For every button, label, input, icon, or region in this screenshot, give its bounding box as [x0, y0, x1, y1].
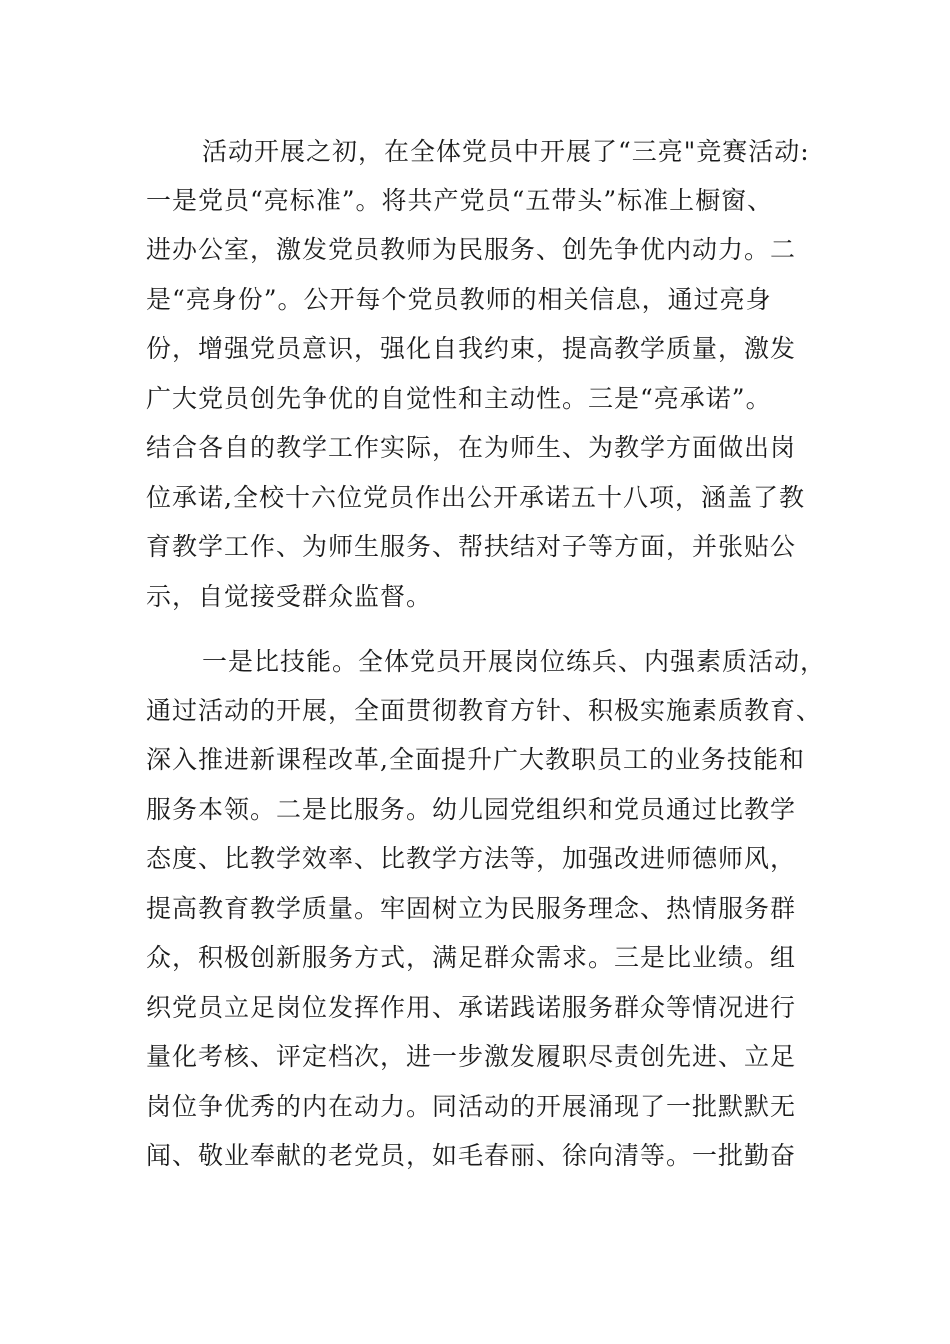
- paragraph-line: 量化考核、评定档次，进一步激发履职尽责创先进、立足: [146, 1042, 797, 1071]
- paragraph-line: 众，积极创新服务方式，满足群众需求。三是比业绩。组: [146, 943, 797, 972]
- paragraph-line: 位承诺,全校十六位党员作出公开承诺五十八项，涵盖了教: [146, 483, 805, 512]
- paragraph-line: 服务本领。二是比服务。幼儿园党组织和党员通过比教学: [146, 795, 797, 824]
- paragraph-line: 示，自觉接受群众监督。: [146, 582, 433, 611]
- paragraph-line: 态度、比教学效率、比教学方法等，加强改进师德师风，: [146, 844, 797, 873]
- paragraph-line: 活动开展之初，在全体党员中开展了“三亮"竞赛活动:: [202, 137, 810, 166]
- paragraph-line: 深入推进新课程改革,全面提升广大教职员工的业务技能和: [146, 745, 805, 774]
- paragraph-line: 织党员立足岗位发挥作用、承诺践诺服务群众等情况进行: [146, 993, 797, 1022]
- paragraph-line: 进办公室，激发党员教师为民服务、创先争优内动力。二: [146, 235, 797, 264]
- paragraph-line: 是“亮身份”。公开每个党员教师的相关信息，通过亮身: [146, 285, 772, 314]
- paragraph-line: 闻、敬业奉献的老党员，如毛春丽、徐向清等。一批勤奋: [146, 1141, 797, 1170]
- paragraph-line: 一是党员“亮标准”。将共产党员“五带头”标准上橱窗、: [146, 186, 774, 215]
- paragraph-line: 通过活动的开展，全面贯彻教育方针、积极实施素质教育、: [146, 696, 823, 725]
- paragraph-line: 结合各自的教学工作实际，在为师生、为教学方面做出岗: [146, 433, 797, 462]
- paragraph-line: 提高教育教学质量。牢固树立为民服务理念、热情服务群: [146, 894, 797, 923]
- paragraph-line: 广大党员创先争优的自觉性和主动性。三是“亮承诺”。: [146, 384, 772, 413]
- paragraph-line: 岗位争优秀的内在动力。同活动的开展涌现了一批默默无: [146, 1092, 797, 1121]
- paragraph-line: 一是比技能。全体党员开展岗位练兵、内强素质活动，: [202, 647, 827, 676]
- paragraph-line: 育教学工作、为师生服务、帮扶结对子等方面，并张贴公: [146, 532, 797, 561]
- paragraph-line: 份，增强党员意识，强化自我约束，提高教学质量，激发: [146, 334, 797, 363]
